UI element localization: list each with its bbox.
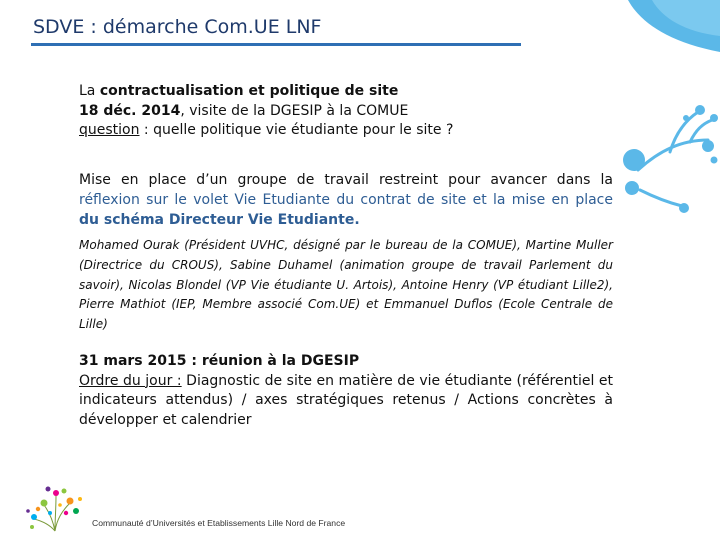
agenda-paragraph bbox=[79, 373, 613, 428]
working-group-line-3: du schéma Directeur Vie Etudiante. bbox=[79, 212, 360, 228]
intro-date: 18 déc. 2014 bbox=[79, 102, 181, 119]
intro-visit: , visite de la DGESIP à la COMUE bbox=[180, 102, 409, 119]
intro-topic: contractualisation et politique de site bbox=[99, 83, 399, 99]
working-group-line-2: réflexion sur le volet Vie Etudiante du contrat de site et la mise en place bbox=[79, 192, 613, 208]
footer-organization-name: Communauté d’Universités et Etablissements Lille Nord de France bbox=[92, 518, 346, 528]
intro-question-label: question bbox=[79, 122, 140, 138]
intro-line-1 bbox=[79, 82, 613, 102]
meeting-date: 31 mars 2015 : réunion à la DGESIP bbox=[79, 353, 360, 369]
agenda-label: Ordre du jour : bbox=[79, 372, 182, 389]
agenda-text: Diagnostic de site en matière de vie étudiante (référentiel et indicateurs attendus) / axes stratégiques retenus / Actions concrètes à développer et calendrier bbox=[79, 372, 614, 428]
title-underline bbox=[31, 43, 521, 46]
intro-block bbox=[79, 82, 613, 141]
working-group-line-1: Mise en place d’un groupe de travail restreint pour avancer dans la bbox=[79, 172, 613, 188]
page-title: SDVE : démarche Com.UE LNF bbox=[33, 16, 322, 38]
intro-line-3 bbox=[79, 121, 613, 141]
intro-question-text: : quelle politique vie étudiante pour le site ? bbox=[139, 122, 454, 138]
members-paragraph: Mohamed Ourak (Président UVHC, désigné par le bureau de la COMUE), Martine Muller (Directrice du CROUS), Sabine Duhamel (animation groupe de travail Parlement du savoir), Nicolas Blondel (VP Vie étudiante U. Artois), Antoine Henry (VP étudiant Lille2), Pierre Mathiot (IEP, Membre associé Com.UE) et Emmanuel Duflos (Ecole Centrale de Lille) bbox=[79, 238, 613, 332]
meeting-block bbox=[79, 352, 613, 430]
intro-prefix: La bbox=[79, 83, 100, 99]
working-group-paragraph bbox=[79, 170, 613, 230]
intro-line-2 bbox=[79, 102, 613, 122]
comue-logo-icon bbox=[20, 483, 90, 533]
